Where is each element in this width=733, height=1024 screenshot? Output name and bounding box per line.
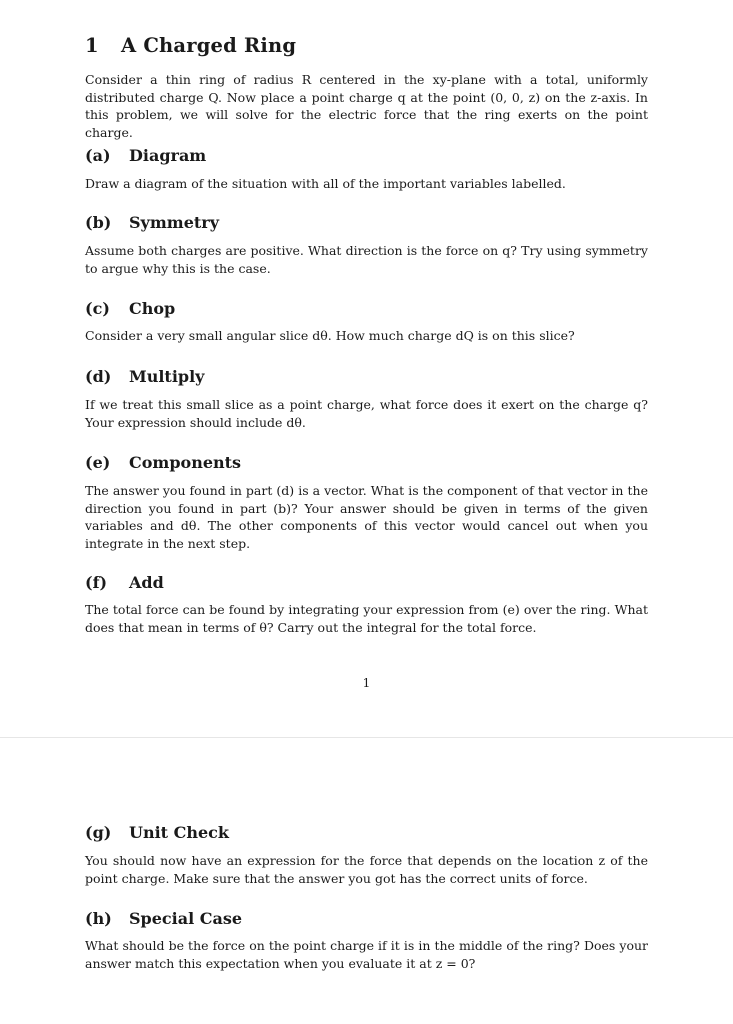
- part-e-title: Components: [129, 453, 242, 472]
- part-a-label: (a): [85, 146, 111, 165]
- part-f-text: The total force can be found by integrating your expression from (e) over the ring. What does that mean in terms of θ? Carry out the integral for the total force.: [85, 602, 648, 635]
- part-b-label: (b): [85, 213, 112, 232]
- part-d-text: If we treat this small slice as a point charge, what force does it exert on the charge q? Your expression should include dθ.: [85, 397, 648, 430]
- part-h-text: What should be the force on the point charge if it is in the middle of the ring? Does your answer match this expectation when you evaluate it at z = 0?: [85, 938, 648, 971]
- part-b-title: Symmetry: [129, 213, 220, 232]
- intro-paragraph: Consider a thin ring of radius R centered in the xy-plane with a total, uniformly distributed charge Q. Now place a point charge q at the point (0, 0, z) on the z-axis. In this problem, we will solve for the electric force that the ring exerts on the point charge.: [85, 72, 648, 140]
- part-g-text: You should now have an expression for the force that depends on the location z of the point charge. Make sure that the answer you got has the correct units of force.: [85, 853, 648, 886]
- part-a-heading: [85, 146, 206, 165]
- part-d-title: Multiply: [129, 367, 205, 386]
- part-a-title: Diagram: [129, 146, 207, 165]
- part-h-label: (h): [85, 909, 112, 928]
- part-g-label: (g): [85, 823, 112, 842]
- page-2: [0, 738, 733, 1024]
- part-d-label: (d): [85, 367, 112, 386]
- part-f-label: (f): [85, 573, 108, 592]
- part-f-title: Add: [129, 573, 164, 592]
- part-e-text: The answer you found in part (d) is a vector. What is the component of that vector in the direction you found in part (b)? Your answer should be given in terms of the given variables and dθ. The other components of this vector would cancel out when you integrate in the next step.: [85, 483, 648, 551]
- part-c-text: Consider a very small angular slice dθ. How much charge dQ is on this slice?: [85, 328, 575, 343]
- part-g-heading: [85, 823, 229, 842]
- part-c-title: Chop: [129, 299, 176, 318]
- part-f-heading: [85, 573, 164, 592]
- part-h-heading: [85, 909, 242, 928]
- part-c-heading: [85, 299, 175, 318]
- part-d-heading: [85, 367, 204, 386]
- part-c-label: (c): [85, 299, 110, 318]
- part-e-heading: [85, 453, 241, 472]
- section-heading: [85, 34, 296, 57]
- part-g-title: Unit Check: [129, 823, 229, 842]
- section-title: A Charged Ring: [121, 34, 297, 57]
- section-number: 1: [85, 34, 99, 57]
- part-b-text: Assume both charges are positive. What direction is the force on q? Try using symmetry to argue why this is the case.: [85, 243, 648, 276]
- part-b-heading: [85, 213, 219, 232]
- part-e-label: (e): [85, 453, 111, 472]
- page-number: 1: [362, 676, 371, 690]
- part-a-text: Draw a diagram of the situation with all of the important variables labelled.: [85, 176, 566, 191]
- part-h-title: Special Case: [129, 909, 243, 928]
